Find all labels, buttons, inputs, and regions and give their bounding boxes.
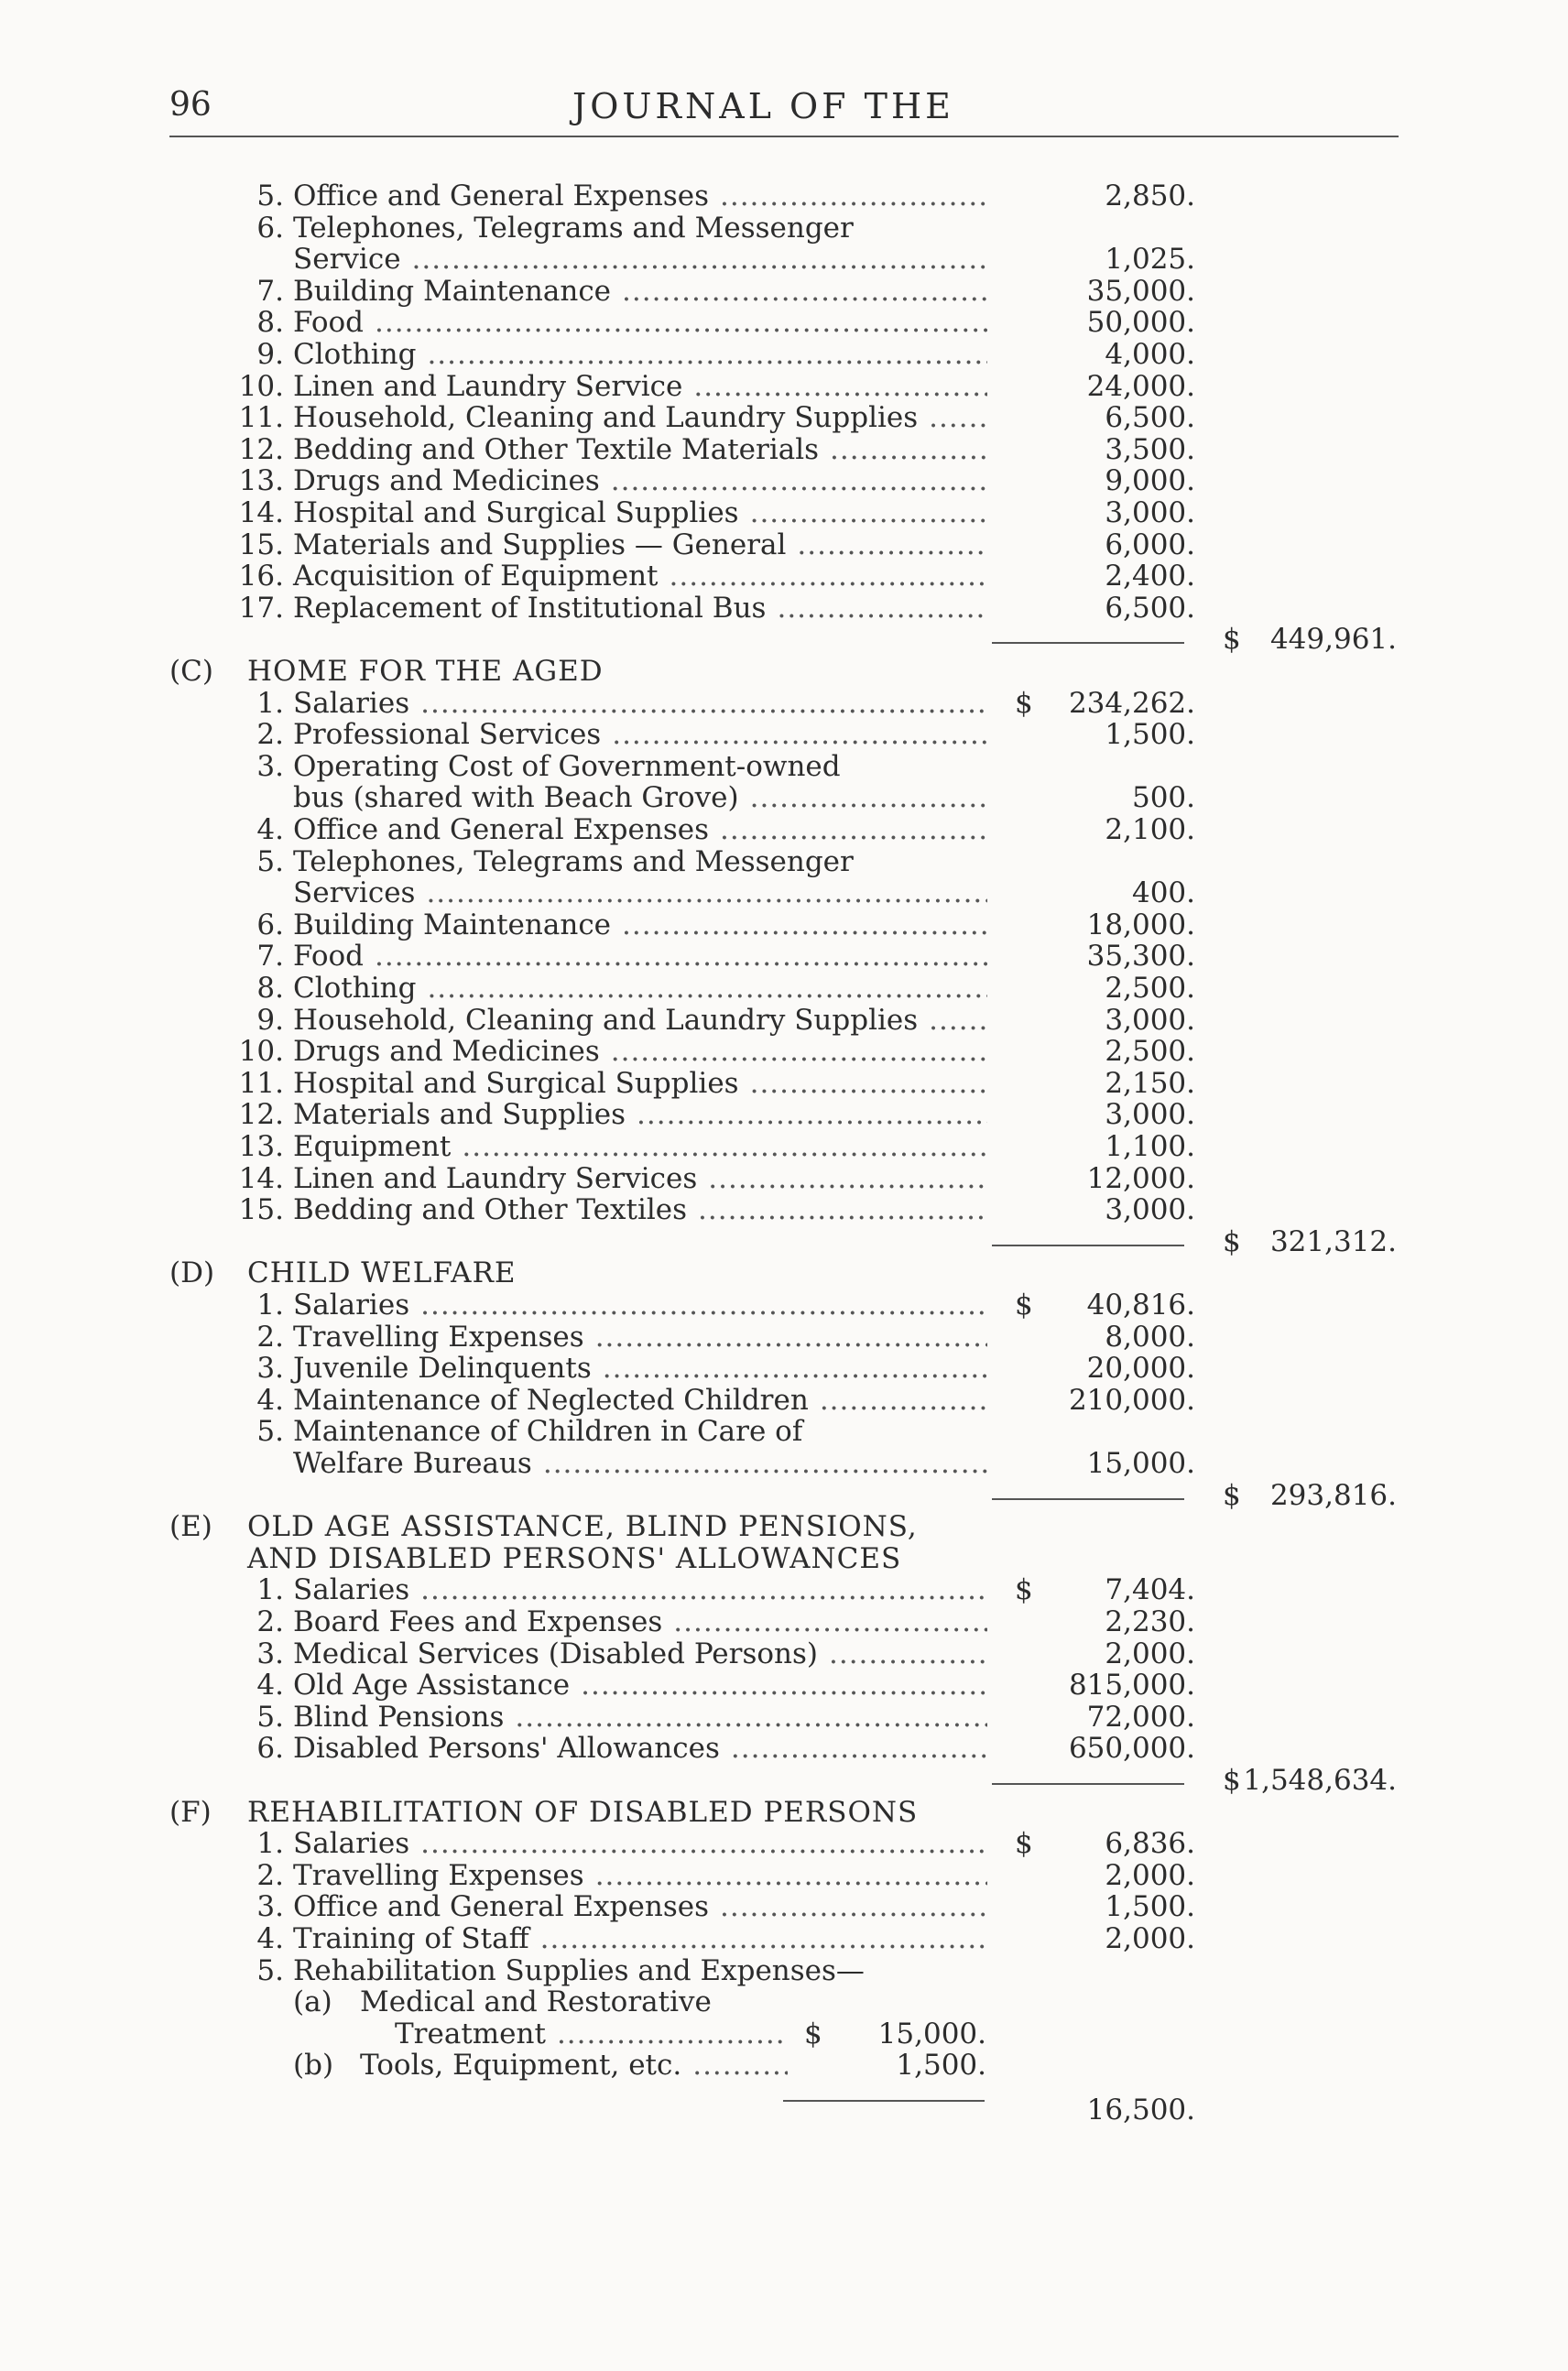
item-amount: 1,500. <box>1105 718 1195 752</box>
item-amount: 2,150. <box>1105 1066 1195 1100</box>
item-amount: 815,000. <box>1068 1669 1195 1702</box>
item-amount: 2,000. <box>1105 1922 1195 1955</box>
section-letter: (F) <box>169 1795 212 1829</box>
dollar-sign: $ <box>1015 1573 1033 1607</box>
leader-dots <box>673 1606 987 1637</box>
leader-dots <box>426 877 987 908</box>
header-rule <box>169 136 1399 137</box>
line-item <box>0 1131 1568 1162</box>
item-number: 5. <box>256 179 284 212</box>
section-total: 1,548,634. <box>1243 1764 1397 1797</box>
leader-dots <box>720 180 987 212</box>
line-item <box>0 1257 1568 1289</box>
dollar-sign: $ <box>1223 1478 1241 1512</box>
line-item <box>0 1353 1568 1384</box>
item-label: Replacement of Institutional Bus <box>293 591 767 625</box>
item-number: 16. <box>238 560 284 593</box>
item-amount: 6,836. <box>1105 1827 1195 1861</box>
dollar-sign: $ <box>1223 1764 1241 1797</box>
line-item <box>0 1543 1568 1574</box>
item-label: Drugs and Medicines <box>293 464 600 498</box>
item-amount: 1,025. <box>1105 243 1195 277</box>
item-amount: 3,000. <box>1105 1098 1195 1132</box>
item-number: 12. <box>238 432 284 466</box>
leader-dots <box>622 276 987 307</box>
item-amount: 72,000. <box>1086 1700 1195 1734</box>
leader-dots <box>929 402 987 433</box>
sub-item-label-continued: Treatment <box>395 2017 546 2050</box>
item-label: Equipment <box>293 1130 452 1163</box>
item-label: Clothing <box>293 338 417 371</box>
item-amount: 3,000. <box>1105 1193 1195 1227</box>
leader-dots <box>462 1131 987 1162</box>
leader-dots <box>777 593 987 624</box>
section-total: 449,961. <box>1269 623 1397 657</box>
item-number: 9. <box>256 338 284 371</box>
item-number: 8. <box>256 306 284 340</box>
leader-dots <box>698 1194 987 1225</box>
item-amount: 50,000. <box>1086 306 1195 340</box>
line-item <box>0 180 1568 212</box>
leader-dots <box>420 688 987 719</box>
line-item <box>0 1765 1568 1796</box>
item-number: 9. <box>256 1003 284 1037</box>
item-amount: 2,230. <box>1105 1605 1195 1638</box>
item-number: 5. <box>256 844 284 878</box>
line-item <box>0 402 1568 433</box>
leader-dots <box>750 782 987 813</box>
item-number: 17. <box>238 591 284 625</box>
item-number: 3. <box>256 1637 284 1670</box>
line-item <box>0 593 1568 624</box>
leader-dots <box>829 1638 987 1669</box>
leader-dots <box>543 1448 987 1479</box>
item-label: Training of Staff <box>293 1922 529 1955</box>
leader-dots <box>637 1099 987 1130</box>
line-item <box>0 973 1568 1004</box>
item-label: Blind Pensions <box>293 1700 505 1734</box>
item-label: Maintenance of Neglected Children <box>293 1383 809 1417</box>
item-label: Materials and Supplies <box>293 1098 626 1132</box>
leader-dots <box>670 560 987 592</box>
item-amount: 15,000. <box>1086 1447 1195 1480</box>
section-title: REHABILITATION OF DISABLED PERSONS <box>247 1795 919 1829</box>
leader-dots <box>412 244 987 275</box>
item-label: Office and General Expenses <box>293 813 709 846</box>
item-label: Salaries <box>293 1573 410 1607</box>
item-amount: 20,000. <box>1086 1352 1195 1386</box>
item-amount: 9,000. <box>1105 464 1195 498</box>
line-item <box>0 244 1568 275</box>
item-amount: 12,000. <box>1086 1161 1195 1195</box>
sub-item-label: Tools, Equipment, etc. <box>360 2049 682 2083</box>
item-amount: 2,500. <box>1105 1035 1195 1069</box>
item-amount: 2,000. <box>1105 1858 1195 1892</box>
item-amount: 400. <box>1131 876 1195 910</box>
item-label: Maintenance of Children in Care of <box>293 1415 803 1449</box>
line-item <box>0 1923 1568 1954</box>
leader-dots <box>612 719 987 750</box>
leader-dots <box>427 973 987 1004</box>
item-amount: 500. <box>1131 781 1195 815</box>
leader-dots <box>420 1574 987 1605</box>
section-title: CHILD WELFARE <box>247 1256 517 1290</box>
item-amount: 3,000. <box>1105 1003 1195 1037</box>
item-label-continued: Service <box>293 243 401 277</box>
item-amount: 40,816. <box>1086 1289 1195 1321</box>
item-amount: 210,000. <box>1068 1383 1195 1417</box>
line-item <box>0 497 1568 528</box>
item-amount: 650,000. <box>1068 1732 1195 1766</box>
line-item <box>0 2087 1568 2126</box>
item-label: Food <box>293 306 364 340</box>
item-number: 1. <box>256 686 284 720</box>
leader-dots <box>720 814 987 845</box>
dollar-sign: $ <box>804 2017 822 2050</box>
line-item <box>0 941 1568 972</box>
line-item <box>0 1385 1568 1416</box>
line-item <box>0 1733 1568 1764</box>
item-number: 6. <box>256 1732 284 1766</box>
leader-dots <box>540 1923 987 1954</box>
sub-item-amount: 15,000. <box>877 2017 986 2050</box>
section-letter: (C) <box>169 655 213 688</box>
section-letter: (D) <box>169 1256 215 1290</box>
leader-dots <box>708 1163 987 1194</box>
item-number: 4. <box>256 1922 284 1955</box>
line-item <box>0 1448 1568 1479</box>
line-item <box>0 909 1568 941</box>
item-number: 2. <box>256 1605 284 1638</box>
leader-dots <box>581 1669 987 1701</box>
leader-dots <box>797 529 987 560</box>
item-number: 14. <box>238 496 284 529</box>
item-label-continued: bus (shared with Beach Grove) <box>293 781 739 815</box>
leader-dots <box>595 1321 987 1353</box>
item-number: 5. <box>256 1700 284 1734</box>
item-number: 4. <box>256 813 284 846</box>
line-item <box>0 1289 1568 1321</box>
item-amount: 6,500. <box>1105 401 1195 435</box>
item-amount: 2,100. <box>1105 813 1195 846</box>
item-label-continued: Welfare Bureaus <box>293 1447 532 1480</box>
item-label: Materials and Supplies — General <box>293 527 787 561</box>
line-item <box>0 1194 1568 1225</box>
line-item <box>0 1321 1568 1353</box>
line-item <box>0 814 1568 845</box>
line-item <box>0 1860 1568 1891</box>
line-item <box>0 1511 1568 1542</box>
item-number: 7. <box>256 940 284 973</box>
item-number: 3. <box>256 1352 284 1386</box>
line-item <box>0 307 1568 338</box>
item-label: Travelling Expenses <box>293 1320 584 1354</box>
leader-dots <box>692 2050 788 2081</box>
item-label: Linen and Laundry Service <box>293 369 683 403</box>
item-number: 15. <box>238 1193 284 1227</box>
sub-item-label: Medical and Restorative <box>360 1985 712 2019</box>
section-title: OLD AGE ASSISTANCE, BLIND PENSIONS, <box>247 1510 918 1544</box>
line-item <box>0 1099 1568 1130</box>
item-label: Office and General Expenses <box>293 179 709 212</box>
item-amount: 6,000. <box>1105 527 1195 561</box>
leader-dots <box>375 307 987 338</box>
item-label: Medical Services (Disabled Persons) <box>293 1637 818 1670</box>
item-number: 13. <box>238 464 284 498</box>
line-item <box>0 560 1568 592</box>
item-amount: 3,500. <box>1105 432 1195 466</box>
section-title: HOME FOR THE AGED <box>247 655 604 688</box>
line-item <box>0 782 1568 813</box>
subtotal-rule <box>992 1245 1184 1246</box>
line-item <box>0 1986 1568 2018</box>
dollar-sign: $ <box>1015 1827 1033 1861</box>
sub-item-letter: (b) <box>293 2049 334 2083</box>
item-amount: 7,404. <box>1105 1573 1195 1607</box>
line-item <box>0 1574 1568 1605</box>
page-header <box>169 86 1399 132</box>
item-label: Bedding and Other Textile Materials <box>293 432 820 466</box>
leader-dots <box>427 339 987 370</box>
line-item <box>0 751 1568 782</box>
line-item <box>0 877 1568 908</box>
item-label: Professional Services <box>293 718 602 752</box>
line-item <box>0 1955 1568 1986</box>
item-number: 1. <box>256 1289 284 1321</box>
line-item <box>0 1036 1568 1067</box>
line-item <box>0 434 1568 465</box>
sub-item-amount: 1,500. <box>896 2049 986 2083</box>
item-label: Old Age Assistance <box>293 1669 571 1702</box>
line-item <box>0 212 1568 244</box>
item-number: 6. <box>256 211 284 245</box>
item-label-continued: Services <box>293 876 416 910</box>
item-number: 8. <box>256 972 284 1005</box>
item-number: 4. <box>256 1383 284 1417</box>
item-label: Bedding and Other Textiles <box>293 1193 688 1227</box>
item-label: Salaries <box>293 1827 410 1861</box>
line-item <box>0 1068 1568 1099</box>
line-item <box>0 371 1568 402</box>
line-item <box>0 719 1568 750</box>
item-amount: 24,000. <box>1086 369 1195 403</box>
item-label: Office and General Expenses <box>293 1890 709 1924</box>
leader-dots <box>595 1860 987 1891</box>
line-item <box>0 1669 1568 1701</box>
line-item <box>0 846 1568 877</box>
item-amount: 2,500. <box>1105 972 1195 1005</box>
section-title-continued: AND DISABLED PERSONS' ALLOWANCES <box>247 1541 902 1575</box>
line-item <box>0 1416 1568 1447</box>
leader-dots <box>929 1005 987 1036</box>
item-amount: 1,100. <box>1105 1130 1195 1163</box>
item-amount: 18,000. <box>1086 908 1195 941</box>
item-amount: 2,400. <box>1105 560 1195 593</box>
line-item <box>0 2050 1568 2081</box>
leader-dots <box>515 1702 987 1733</box>
section-letter: (E) <box>169 1510 212 1544</box>
line-item <box>0 529 1568 560</box>
line-item <box>0 339 1568 370</box>
item-number: 10. <box>238 369 284 403</box>
subtotal-rule <box>992 642 1184 644</box>
item-label: Food <box>293 940 364 973</box>
item-number: 15. <box>238 527 284 561</box>
line-item <box>0 1606 1568 1637</box>
item-label: Rehabilitation Supplies and Expenses— <box>293 1953 865 1987</box>
item-number: 6. <box>256 908 284 941</box>
item-number: 11. <box>238 1066 284 1100</box>
item-number: 11. <box>238 401 284 435</box>
item-label: Telephones, Telegrams and Messenger <box>293 211 854 245</box>
dollar-sign: $ <box>1223 623 1241 657</box>
item-label: Salaries <box>293 686 410 720</box>
item-amount: 234,262. <box>1068 686 1195 720</box>
leader-dots <box>420 1289 987 1321</box>
item-number: 2. <box>256 718 284 752</box>
item-number: 1. <box>256 1827 284 1861</box>
item-number: 3. <box>256 749 284 783</box>
item-amount: 1,500. <box>1105 1890 1195 1924</box>
line-item <box>0 276 1568 307</box>
item-amount: 35,300. <box>1086 940 1195 973</box>
item-number: 12. <box>238 1098 284 1132</box>
item-label: Hospital and Surgical Supplies <box>293 496 739 529</box>
leader-dots <box>750 497 987 528</box>
item-number: 5. <box>256 1415 284 1449</box>
dollar-sign: $ <box>1015 1289 1033 1321</box>
item-amount: 35,000. <box>1086 274 1195 308</box>
item-amount: 2,000. <box>1105 1637 1195 1670</box>
item-label: Travelling Expenses <box>293 1858 584 1892</box>
item-label: Household, Cleaning and Laundry Supplies <box>293 401 919 435</box>
leader-dots <box>693 371 987 402</box>
item-number: 3. <box>256 1890 284 1924</box>
item-label: Operating Cost of Government-owned <box>293 749 841 783</box>
line-item <box>0 1005 1568 1036</box>
section-total: 293,816. <box>1269 1478 1397 1512</box>
item-label: Telephones, Telegrams and Messenger <box>293 844 854 878</box>
leader-dots <box>750 1068 987 1099</box>
leader-dots <box>557 2018 788 2050</box>
item-number: 4. <box>256 1669 284 1702</box>
subtotal-rule <box>992 1783 1184 1785</box>
item-label: Hospital and Surgical Supplies <box>293 1066 739 1100</box>
sub-item-letter: (a) <box>293 1985 332 2019</box>
leader-dots <box>720 1891 987 1922</box>
item-label: Household, Cleaning and Laundry Supplies <box>293 1003 919 1037</box>
leader-dots <box>420 1828 987 1859</box>
running-title: JOURNAL OF THE <box>572 86 954 126</box>
item-amount: 6,500. <box>1105 591 1195 625</box>
subtotal-rule <box>783 2100 985 2102</box>
subtotal-rule <box>992 1498 1184 1500</box>
leader-dots <box>622 909 987 941</box>
item-label: Drugs and Medicines <box>293 1035 600 1069</box>
item-label: Building Maintenance <box>293 908 612 941</box>
item-number: 5. <box>256 1953 284 1987</box>
item-number: 2. <box>256 1858 284 1892</box>
page-number: 96 <box>169 86 212 124</box>
line-item <box>0 2018 1568 2050</box>
item-number: 13. <box>238 1130 284 1163</box>
item-amount: 8,000. <box>1105 1320 1195 1354</box>
line-item <box>0 1480 1568 1511</box>
leader-dots <box>611 1036 987 1067</box>
line-item <box>0 1702 1568 1733</box>
sub-total: 16,500. <box>1086 2094 1195 2126</box>
item-label: Acquisition of Equipment <box>293 560 659 593</box>
line-item <box>0 465 1568 496</box>
line-item <box>0 624 1568 655</box>
line-item <box>0 656 1568 687</box>
item-label: Building Maintenance <box>293 274 612 308</box>
line-item <box>0 1797 1568 1828</box>
item-label: Disabled Persons' Allowances <box>293 1732 720 1766</box>
dollar-sign: $ <box>1223 1224 1241 1258</box>
item-label: Salaries <box>293 1289 410 1321</box>
item-label: Clothing <box>293 972 417 1005</box>
item-amount: 3,000. <box>1105 496 1195 529</box>
leader-dots <box>611 465 987 496</box>
section-total: 321,312. <box>1269 1224 1397 1258</box>
leader-dots <box>375 941 987 972</box>
line-item <box>0 1891 1568 1922</box>
line-item <box>0 688 1568 719</box>
item-amount: 2,850. <box>1105 179 1195 212</box>
item-label: Juvenile Delinquents <box>293 1352 592 1386</box>
leader-dots <box>830 434 987 465</box>
line-item <box>0 1828 1568 1859</box>
item-number: 10. <box>238 1035 284 1069</box>
line-item <box>0 1638 1568 1669</box>
item-label: Board Fees and Expenses <box>293 1605 663 1638</box>
line-item <box>0 1226 1568 1257</box>
leader-dots <box>603 1353 987 1384</box>
leader-dots <box>731 1733 987 1764</box>
item-amount: 4,000. <box>1105 338 1195 371</box>
item-number: 1. <box>256 1573 284 1607</box>
line-item <box>0 1163 1568 1194</box>
item-number: 2. <box>256 1320 284 1354</box>
item-number: 14. <box>238 1161 284 1195</box>
item-label: Linen and Laundry Services <box>293 1161 698 1195</box>
dollar-sign: $ <box>1015 686 1033 720</box>
leader-dots <box>820 1385 987 1416</box>
item-number: 7. <box>256 274 284 308</box>
